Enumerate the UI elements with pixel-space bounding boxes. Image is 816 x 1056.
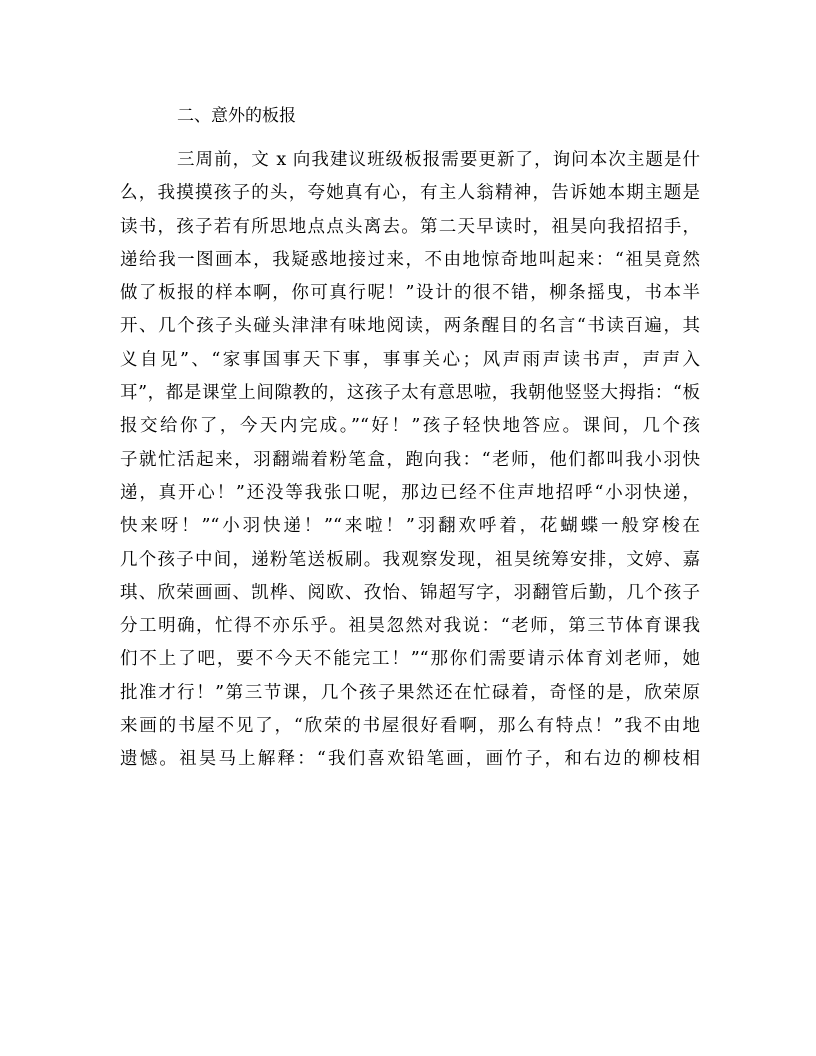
text-line: 么，我摸摸孩子的头，夸她真有心，有主人翁精神，告诉她本期主题是 [120,183,700,204]
text-line: 开、几个孩子头碰头津津有味地阅读，两条醒目的名言“书读百遍，其 [120,316,700,337]
text-line: 报交给你了，今天内完成。”“好！”孩子轻快地答应。课间，几个孩 [120,416,700,437]
text-line: 递，真开心！”还没等我张口呢，那边已经不住声地招呼“小羽快递， [120,482,700,503]
text-line: 们不上了吧，要不今天不能完工！”“那你们需要请示体育刘老师，她 [120,649,700,670]
text-line: 来画的书屋不见了，“欣荣的书屋很好看啊，那么有特点！”我不由地 [120,716,700,737]
text-line: 耳”，都是课堂上间隙教的，这孩子太有意思啦，我朝他竖竖大拇指：“板 [120,383,700,404]
text-line: 做了板报的样本啊，你可真行呢！”设计的很不错，柳条摇曳，书本半 [120,283,700,304]
text-line: 批准才行！”第三节课，几个孩子果然还在忙碌着，奇怪的是，欣荣原 [120,682,700,703]
text-line: 义自见”、“家事国事天下事，事事关心；风声雨声读书声，声声入 [120,349,700,370]
body-paragraph [120,144,700,777]
text-line: 读书，孩子若有所思地点点头离去。第二天早读时，祖昊向我招招手， [120,216,700,237]
text-line: 递给我一图画本，我疑惑地接过来，不由地惊奇地叫起来：“祖昊竟然 [120,249,700,270]
text-line: 遗憾。祖昊马上解释：“我们喜欢铅笔画，画竹子，和右边的柳枝相 [120,749,700,770]
section-heading: 二、意外的板报 [177,106,296,126]
text-line: 分工明确，忙得不亦乐乎。祖昊忽然对我说：“老师，第三节体育课我 [120,616,700,637]
text-line: 快来呀！”“小羽快递！”“来啦！”羽翻欢呼着，花蝴蝶一般穿梭在 [120,516,700,537]
text-line: 子就忙活起来，羽翻端着粉笔盒，跑向我：“老师，他们都叫我小羽快 [120,449,700,470]
text-line: 琪、欣荣画画、凯桦、阅欧、孜怡、锦超写字，羽翻管后勤，几个孩子 [120,582,700,603]
text-line: 几个孩子中间，递粉笔送板刷。我观察发现，祖昊统筹安排，文婷、嘉 [120,549,700,570]
text-line: 三周前，文 x 向我建议班级板报需要更新了，询问本次主题是什 [177,150,700,170]
